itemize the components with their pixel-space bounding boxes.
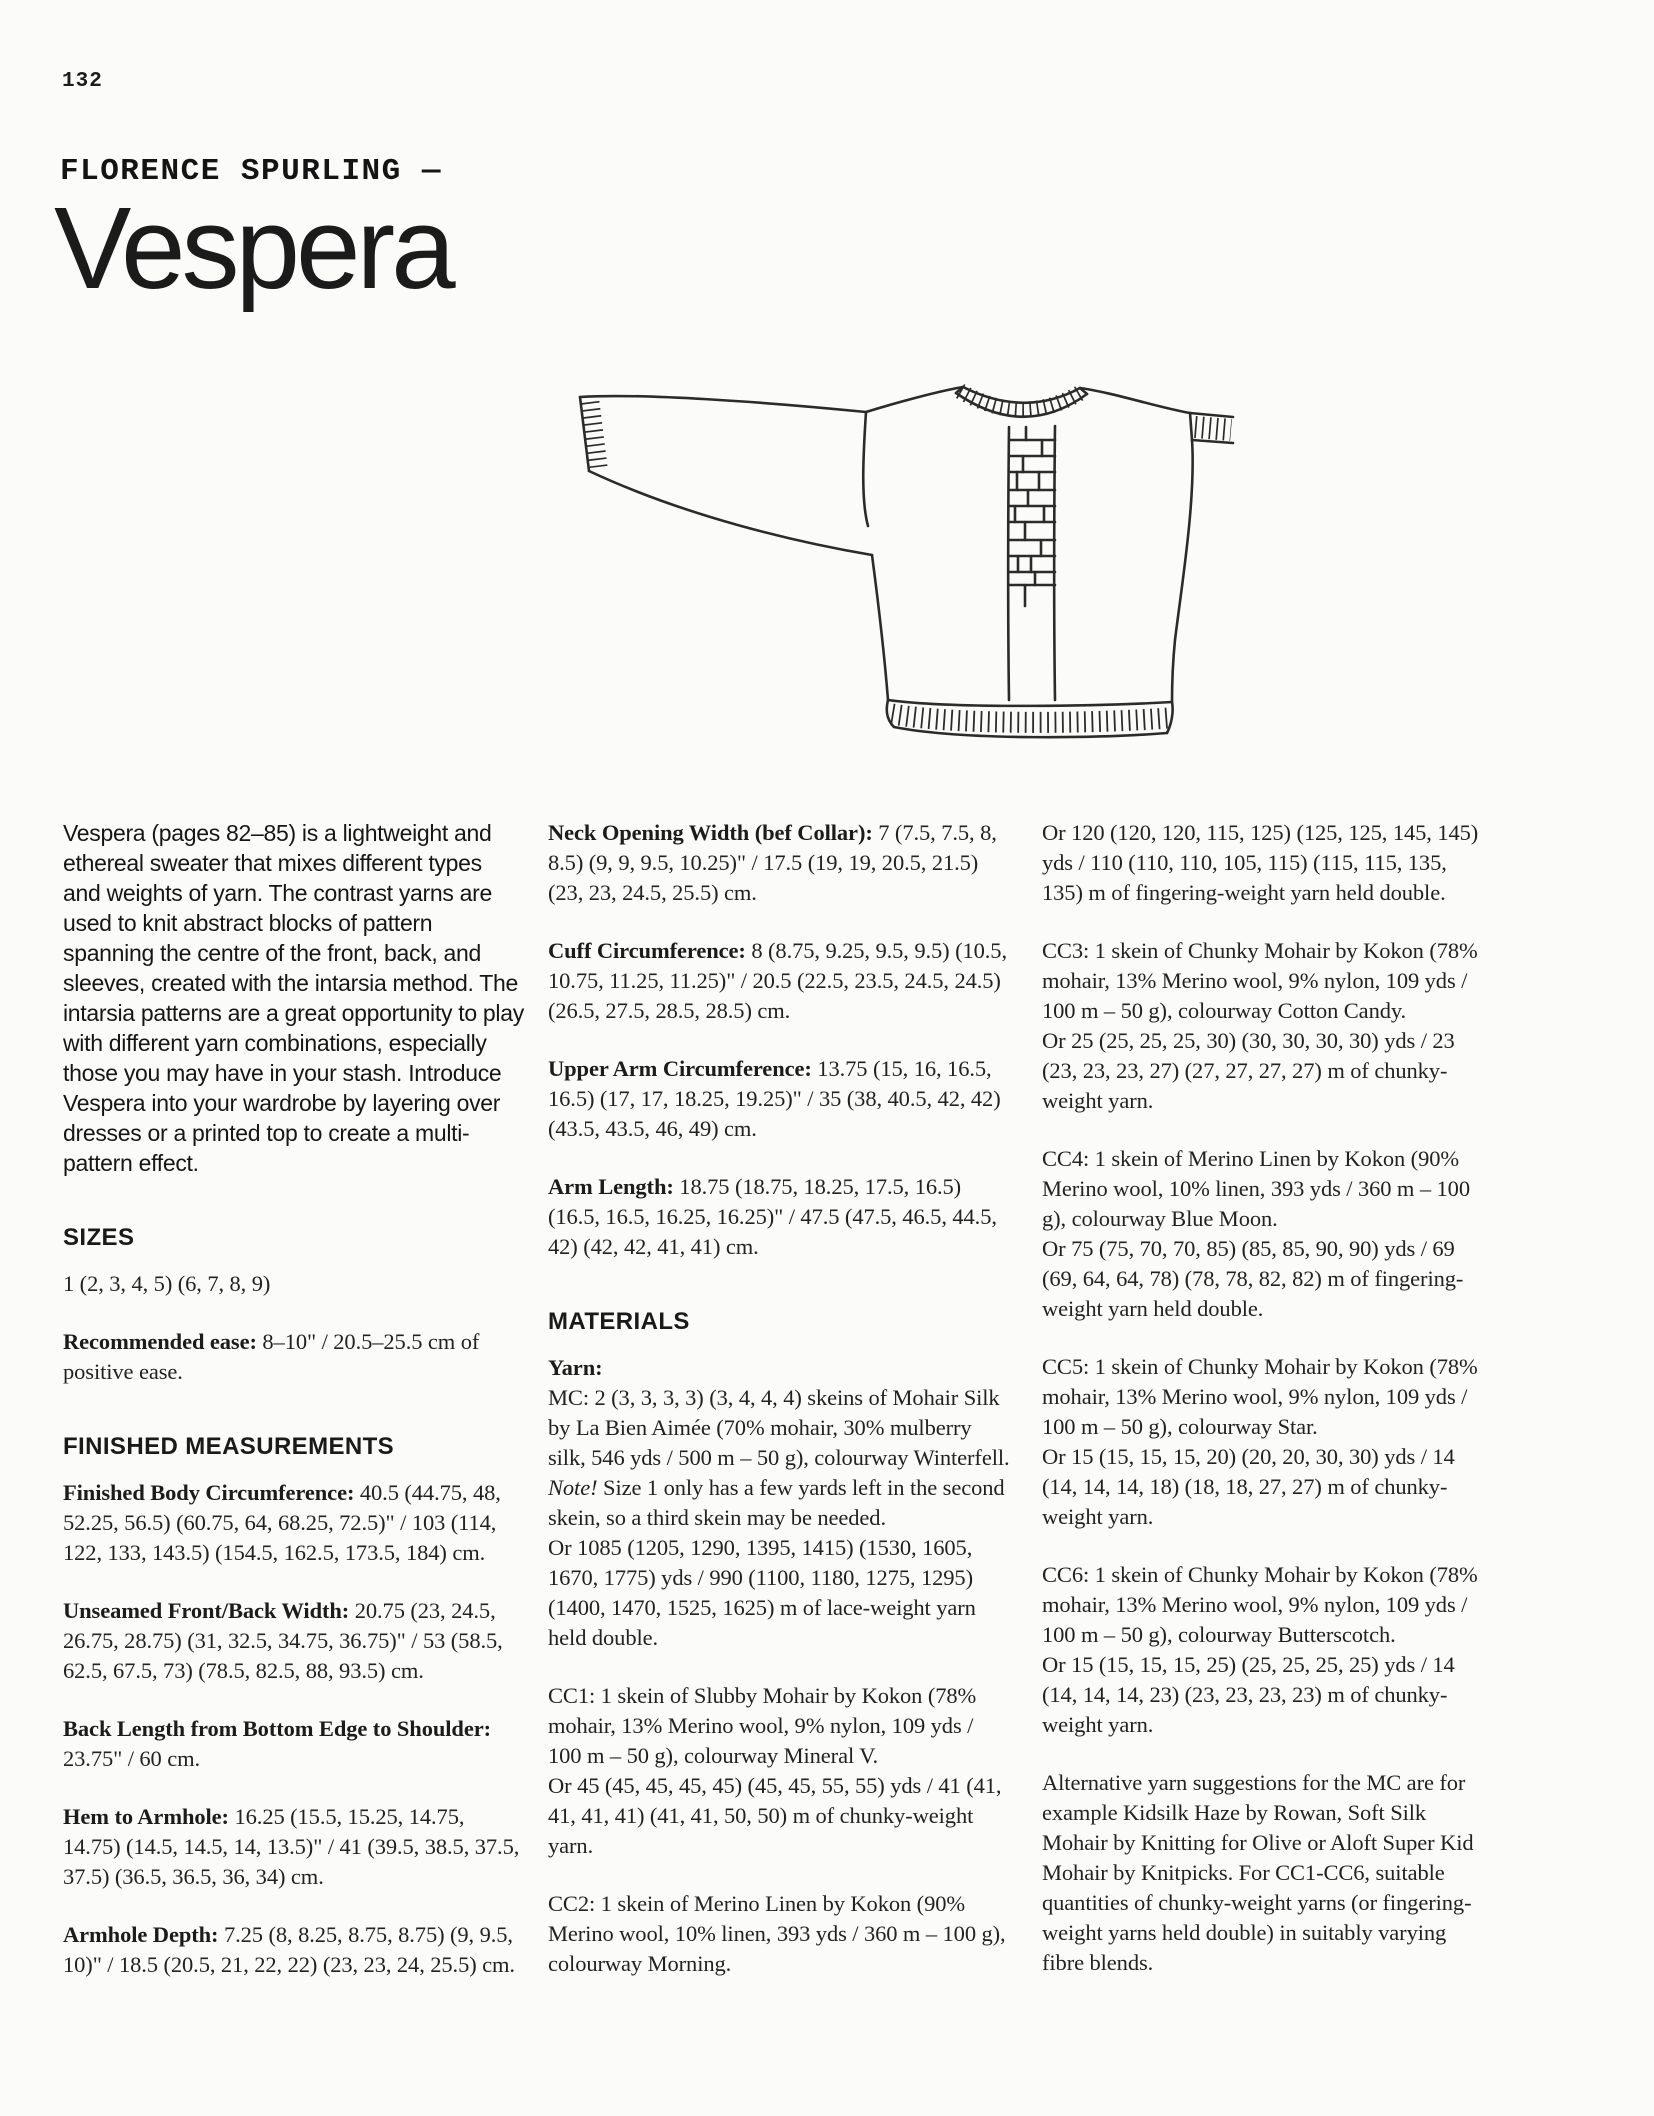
- cc3-substitute-text: Or 25 (25, 25, 25, 30) (30, 30, 30, 30) yds / 23 (23, 23, 23, 27) (27, 27, 27, 27) m of chunky-weight yarn.: [1042, 1028, 1455, 1113]
- front-seam-line: [863, 412, 868, 526]
- sweater-outline: [580, 387, 1233, 737]
- yarn-note: [548, 1473, 1010, 1533]
- yarn-label-text: Yarn:: [548, 1355, 603, 1380]
- band-left-edge: [1008, 427, 1009, 700]
- measurement-label: Finished Body Circumference:: [63, 1480, 355, 1505]
- right-cuff-inner-edge: [1190, 413, 1192, 440]
- cc4-substitute-text: Or 75 (75, 70, 70, 85) (85, 85, 90, 90) yds / 69 (69, 64, 64, 78) (78, 78, 82, 82) m of fingering-weight yarn held double.: [1042, 1236, 1464, 1321]
- right-sleeve-bottom-edge: [1192, 440, 1233, 443]
- sweater-illustration: [545, 350, 1235, 810]
- measurement-label: Cuff Circumference:: [548, 938, 746, 963]
- recommended-ease-label: Recommended ease:: [63, 1329, 257, 1354]
- band-right-edge: [1054, 426, 1055, 700]
- intro-paragraph: Vespera (pages 82–85) is a lightweight and ethereal sweater that mixes different types and weights of yarn. The contrast yarns are used to knit abstract blocks of pattern spanning the centre of the front, back, and sleeves, created with the intarsia method. The intarsia patterns are a great opportunity to play with different yarn combinations, especially those you may have in your stash. Introduce Vespera into your wardrobe by layering over dresses or a printed top to create a multi-pattern effect.: [63, 820, 524, 1176]
- cc2-block: [548, 1889, 1010, 1979]
- body-right-edge: [1172, 440, 1193, 702]
- page-number: 132: [62, 70, 103, 93]
- measurement-upper-arm: [548, 1054, 1010, 1144]
- measurement-label: Neck Opening Width (bef Collar):: [548, 820, 873, 845]
- pattern-title: Vespera: [54, 183, 452, 313]
- left-shoulder-edge: [866, 387, 963, 412]
- alternative-yarns-text: Alternative yarn suggestions for the MC are for example Kidsilk Haze by Rowan, Soft Silk Mohair by Knitting for Olive or Aloft Super Kid Mohair by Knitpicks. For CC1-CC6, suitable quantities of chunky-weight yarns (or fingering-weight yarns held double) in suitably varying fibre blends.: [1042, 1770, 1474, 1975]
- measurement-label: Arm Length:: [548, 1174, 674, 1199]
- cc6-substitute-text: Or 15 (15, 15, 15, 25) (25, 25, 25, 25) yds / 14 (14, 14, 14, 23) (23, 23, 23, 23) m of chunky-weight yarn.: [1042, 1652, 1455, 1737]
- measurement-value: 13.75 (15, 16, 16.5, 16.5) (17, 17, 18.25, 19.25)" / 35 (38, 40.5, 42, 42) (43.5, 43.5, 46, 49) cm.: [548, 1056, 1001, 1141]
- column-middle: [548, 818, 1010, 1979]
- measurement-label: Hem to Armhole:: [63, 1804, 229, 1829]
- cc5-yarn-text: CC5: 1 skein of Chunky Mohair by Kokon (78% mohair, 13% Merino wool, 9% nylon, 109 yds / 100 m – 50 g), colourway Star.: [1042, 1354, 1478, 1439]
- measurement-value: 8 (8.75, 9.25, 9.5, 9.5) (10.5, 10.75, 11.25, 11.25)" / 20.5 (22.5, 23.5, 24.5, 24.5) (26.5, 27.5, 28.5, 28.5) cm.: [548, 938, 1007, 1023]
- measurement-label: Upper Arm Circumference:: [548, 1056, 812, 1081]
- measurement-value: 23.75" / 60 cm.: [63, 1746, 201, 1771]
- materials-heading: MATERIALS: [548, 1308, 690, 1335]
- measurement-front-back-width: [63, 1596, 525, 1686]
- column-left: [63, 818, 525, 2008]
- measurement-cuff-circumference: [548, 936, 1010, 1026]
- brick-pattern: [1009, 427, 1055, 606]
- mc-substitute-text: Or 1085 (1205, 1290, 1395, 1415) (1530, 1605, 1670, 1775) yds / 990 (1100, 1180, 1275, 1295) (1400, 1470, 1525, 1625) m of lace-weight yarn held double.: [548, 1535, 976, 1650]
- cc6-yarn-text: CC6: 1 skein of Chunky Mohair by Kokon (78% mohair, 13% Merino wool, 9% nylon, 109 yds / 100 m – 50 g), colourway Butterscotch.: [1042, 1562, 1478, 1647]
- measurement-hem-to-armhole: [63, 1802, 525, 1892]
- note-text: Size 1 only has a few yards left in the second skein, so a third skein may be needed.: [548, 1475, 1005, 1530]
- yarn-label: [548, 1353, 1010, 1383]
- hem-top-edge: [888, 700, 1172, 706]
- cc1-yarn-text: CC1: 1 skein of Slubby Mohair by Kokon (78% mohair, 13% Merino wool, 9% nylon, 109 yds / 100 m – 50 g), colourway Mineral V.: [548, 1683, 977, 1768]
- cc3-yarn-text: CC3: 1 skein of Chunky Mohair by Kokon (78% mohair, 13% Merino wool, 9% nylon, 109 yds / 100 m – 50 g), colourway Cotton Candy.: [1042, 938, 1478, 1023]
- intarsia-band: [1008, 426, 1055, 700]
- cc4-block: [1042, 1144, 1492, 1324]
- column-right: [1042, 818, 1492, 1978]
- cc2-substitute-block: [1042, 818, 1492, 908]
- cc1-block: [548, 1681, 1010, 1861]
- author-line: FLORENCE SPURLING —: [60, 154, 442, 189]
- note-label: Note!: [548, 1475, 598, 1500]
- right-cuff-ribbing: [1195, 427, 1231, 430]
- measurement-value: 18.75 (18.75, 18.25, 17.5, 16.5) (16.5, 16.5, 16.25, 16.25)" / 47.5 (47.5, 46.5, 44.5, 42) (42, 42, 41, 41) cm.: [548, 1174, 997, 1259]
- left-sleeve-bottom-edge: [589, 471, 872, 555]
- measurement-armhole-depth: [63, 1920, 525, 1980]
- measurement-label: Armhole Depth:: [63, 1922, 219, 1947]
- cc2-substitute-text: Or 120 (120, 120, 115, 125) (125, 125, 145, 145) yds / 110 (110, 110, 105, 115) (115, 115, 135, 135) m of fingering-weight yarn held double.: [1042, 820, 1479, 905]
- cc1-substitute-text: Or 45 (45, 45, 45, 45) (45, 45, 55, 55) yds / 41 (41, 41, 41, 41) (41, 41, 50, 50) m of chunky-weight yarn.: [548, 1773, 1002, 1858]
- hem-bottom-edge: [894, 727, 1167, 737]
- measurement-label: Unseamed Front/Back Width:: [63, 1598, 350, 1623]
- sizes-heading: SIZES: [63, 1224, 135, 1251]
- measurement-body-circumference: [63, 1478, 525, 1568]
- recommended-ease: [63, 1327, 525, 1387]
- measurement-arm-length: [548, 1172, 1010, 1262]
- measurement-value: 16.25 (15.5, 15.25, 14.75, 14.75) (14.5, 14.5, 14, 13.5)" / 41 (39.5, 38.5, 37.5, 37.5) (36.5, 36.5, 36, 34) cm.: [63, 1804, 520, 1889]
- measurement-value: 40.5 (44.75, 48, 52.25, 56.5) (60.75, 64, 68.25, 72.5)" / 103 (114, 122, 133, 143.5) (154.5, 162.5, 173.5, 184) cm.: [63, 1480, 501, 1565]
- yarn-mc-block: [548, 1353, 1010, 1653]
- cc2-yarn-text: CC2: 1 skein of Merino Linen by Kokon (90% Merino wool, 10% linen, 393 yds / 360 m – 100 g), colourway Morning.: [548, 1891, 1006, 1976]
- ribbing: [590, 391, 1231, 722]
- left-cuff-ribbing: [590, 402, 598, 467]
- mc-yarn-text: MC: 2 (3, 3, 3, 3) (3, 4, 4, 4) skeins of Mohair Silk by La Bien Aimée (70% mohair, 30% mulberry silk, 546 yds / 500 m – 50 g), colourway Winterfell.: [548, 1385, 1010, 1470]
- cc5-block: [1042, 1352, 1492, 1532]
- sizes-value: 1 (2, 3, 4, 5) (6, 7, 8, 9): [63, 1271, 271, 1296]
- body-left-edge: [872, 555, 888, 700]
- cc5-substitute-text: Or 15 (15, 15, 15, 20) (20, 20, 30, 30) yds / 14 (14, 14, 14, 18) (18, 18, 27, 27) m of chunky-weight yarn.: [1042, 1444, 1455, 1529]
- measurement-value: 20.75 (23, 24.5, 26.75, 28.75) (31, 32.5, 34.75, 36.75)" / 53 (58.5, 62.5, 67.5, 73) (78.5, 82.5, 88, 93.5) cm.: [63, 1598, 503, 1683]
- hem-ribbing: [892, 714, 1168, 722]
- alternative-yarns-block: [1042, 1768, 1492, 1978]
- measurement-value: 7.25 (8, 8.25, 8.75, 8.75) (9, 9.5, 10)" / 18.5 (20.5, 21, 22, 22) (23, 23, 24, 25.5) cm.: [63, 1922, 515, 1977]
- cc3-block: [1042, 936, 1492, 1116]
- left-sleeve-top-edge: [580, 396, 866, 412]
- measurement-label: Back Length from Bottom Edge to Shoulder:: [63, 1716, 491, 1741]
- cc6-block: [1042, 1560, 1492, 1740]
- measurement-value: 7 (7.5, 7.5, 8, 8.5) (9, 9, 9.5, 10.25)" / 17.5 (19, 19, 20.5, 21.5) (23, 23, 24.5, 25.5) cm.: [548, 820, 997, 905]
- measurement-neck-opening: [548, 818, 1010, 908]
- right-shoulder-edge: [1080, 388, 1190, 413]
- measurement-back-length: [63, 1714, 525, 1774]
- cc4-yarn-text: CC4: 1 skein of Merino Linen by Kokon (90% Merino wool, 10% linen, 393 yds / 360 m – 100 g), colourway Blue Moon.: [1042, 1146, 1470, 1231]
- recommended-ease-text: 8–10" / 20.5–25.5 cm of positive ease.: [63, 1329, 480, 1384]
- finished-measurements-heading: FINISHED MEASUREMENTS: [63, 1433, 395, 1460]
